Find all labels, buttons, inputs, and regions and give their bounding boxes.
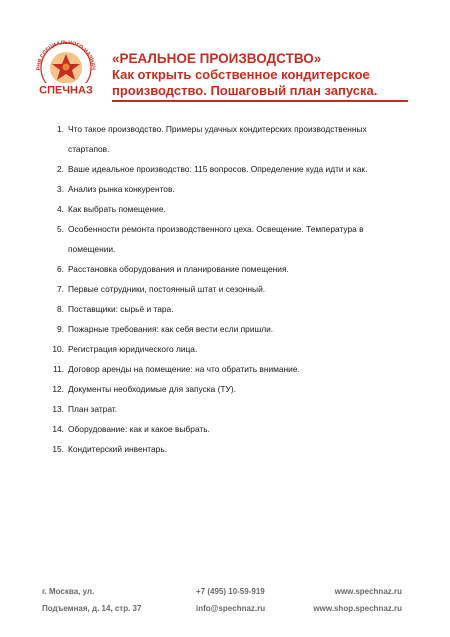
- document-subtitle-line1: Как открыть собственное кондитерское: [112, 67, 370, 82]
- list-item: [40, 279, 410, 299]
- logo-brand: СПЕЧНАЗ: [39, 84, 93, 97]
- list-item: [40, 359, 410, 379]
- document-header: [112, 51, 412, 98]
- item-number: 12.: [52, 384, 64, 394]
- item-text: Первые сотрудники, постоянный штат и сезонный.: [68, 284, 266, 294]
- item-text: Оборудование: как и какое выбрать.: [68, 424, 210, 434]
- item-number: 7.: [57, 284, 64, 294]
- item-text: Расстановка оборудования и планирование помещения.: [68, 264, 289, 274]
- item-number: 10.: [52, 344, 64, 354]
- item-number: 6.: [57, 264, 64, 274]
- footer-email[interactable]: info@spechnaz.ru: [196, 604, 266, 613]
- item-number: 5.: [57, 224, 64, 234]
- header-divider: [112, 100, 408, 102]
- list-item: [40, 379, 410, 399]
- item-text: Анализ рынка конкурентов.: [68, 184, 175, 194]
- footer-phone[interactable]: +7 (495) 10-59-919: [196, 587, 265, 596]
- list-item: [40, 399, 410, 419]
- item-text-continued: помещении.: [68, 244, 116, 254]
- item-text: Поставщики: сырьё и тара.: [68, 304, 174, 314]
- list-item: [40, 339, 410, 359]
- item-text: План затрат.: [68, 404, 118, 414]
- item-text: Пожарные требования: как себя вести если пришли.: [68, 324, 274, 334]
- list-item: [40, 319, 410, 339]
- item-number: 15.: [52, 444, 64, 454]
- list-item: [40, 219, 410, 259]
- footer-shop-link[interactable]: www.shop.spechnaz.ru: [313, 604, 402, 613]
- item-text: Как выбрать помещение.: [68, 204, 166, 214]
- address-line2: Подъемная, д. 14, стр. 37: [42, 604, 142, 613]
- item-number: 13.: [52, 404, 64, 414]
- list-item: [40, 419, 410, 439]
- footer-contacts: [196, 583, 265, 617]
- item-text: Особенности ремонта производственного цеха. Освещение. Температура в: [68, 224, 364, 234]
- item-text: Кондитерский инвентарь.: [68, 444, 168, 454]
- footer-websites: [313, 583, 402, 617]
- item-text: Регистрация юридического лица.: [68, 344, 198, 354]
- item-number: 1.: [57, 124, 64, 134]
- plan-list: [40, 119, 410, 459]
- item-text: Ваше идеальное производство: 115 вопросов. Определение куда идти и как.: [68, 164, 368, 174]
- item-text: Договор аренды на помещение: на что обратить внимание.: [68, 364, 300, 374]
- item-text: Что такое производство. Примеры удачных кондитерских производственных: [68, 124, 367, 134]
- item-number: 4.: [57, 204, 64, 214]
- list-item: [40, 439, 410, 459]
- item-number: 11.: [52, 364, 64, 374]
- item-number: 2.: [57, 164, 64, 174]
- list-item: [40, 179, 410, 199]
- list-item: [40, 159, 410, 179]
- list-item: [40, 299, 410, 319]
- item-number: 3.: [57, 184, 64, 194]
- item-number: 8.: [57, 304, 64, 314]
- document-subtitle-line2: производство. Пошаговый план запуска.: [112, 82, 378, 98]
- spechnaz-logo: [30, 36, 102, 98]
- item-text: Документы необходимые для запуска (ТУ).: [68, 384, 236, 394]
- item-number: 9.: [57, 324, 64, 334]
- footer-site-link[interactable]: www.spechnaz.ru: [334, 587, 402, 596]
- list-item: [40, 259, 410, 279]
- logo-arc-text: РНЯ СПЕЦИАЛЬНОГО НАЗНАЧ: [35, 39, 97, 71]
- list-item: [40, 119, 410, 159]
- item-text-continued: стартапов.: [68, 144, 110, 154]
- item-number: 14.: [52, 424, 64, 434]
- footer-address: [42, 583, 141, 617]
- list-item: [40, 199, 410, 219]
- address-line1: г. Москва, ул.: [42, 587, 95, 596]
- document-title: «РЕАЛЬНОЕ ПРОИЗВОДСТВО»: [112, 51, 322, 66]
